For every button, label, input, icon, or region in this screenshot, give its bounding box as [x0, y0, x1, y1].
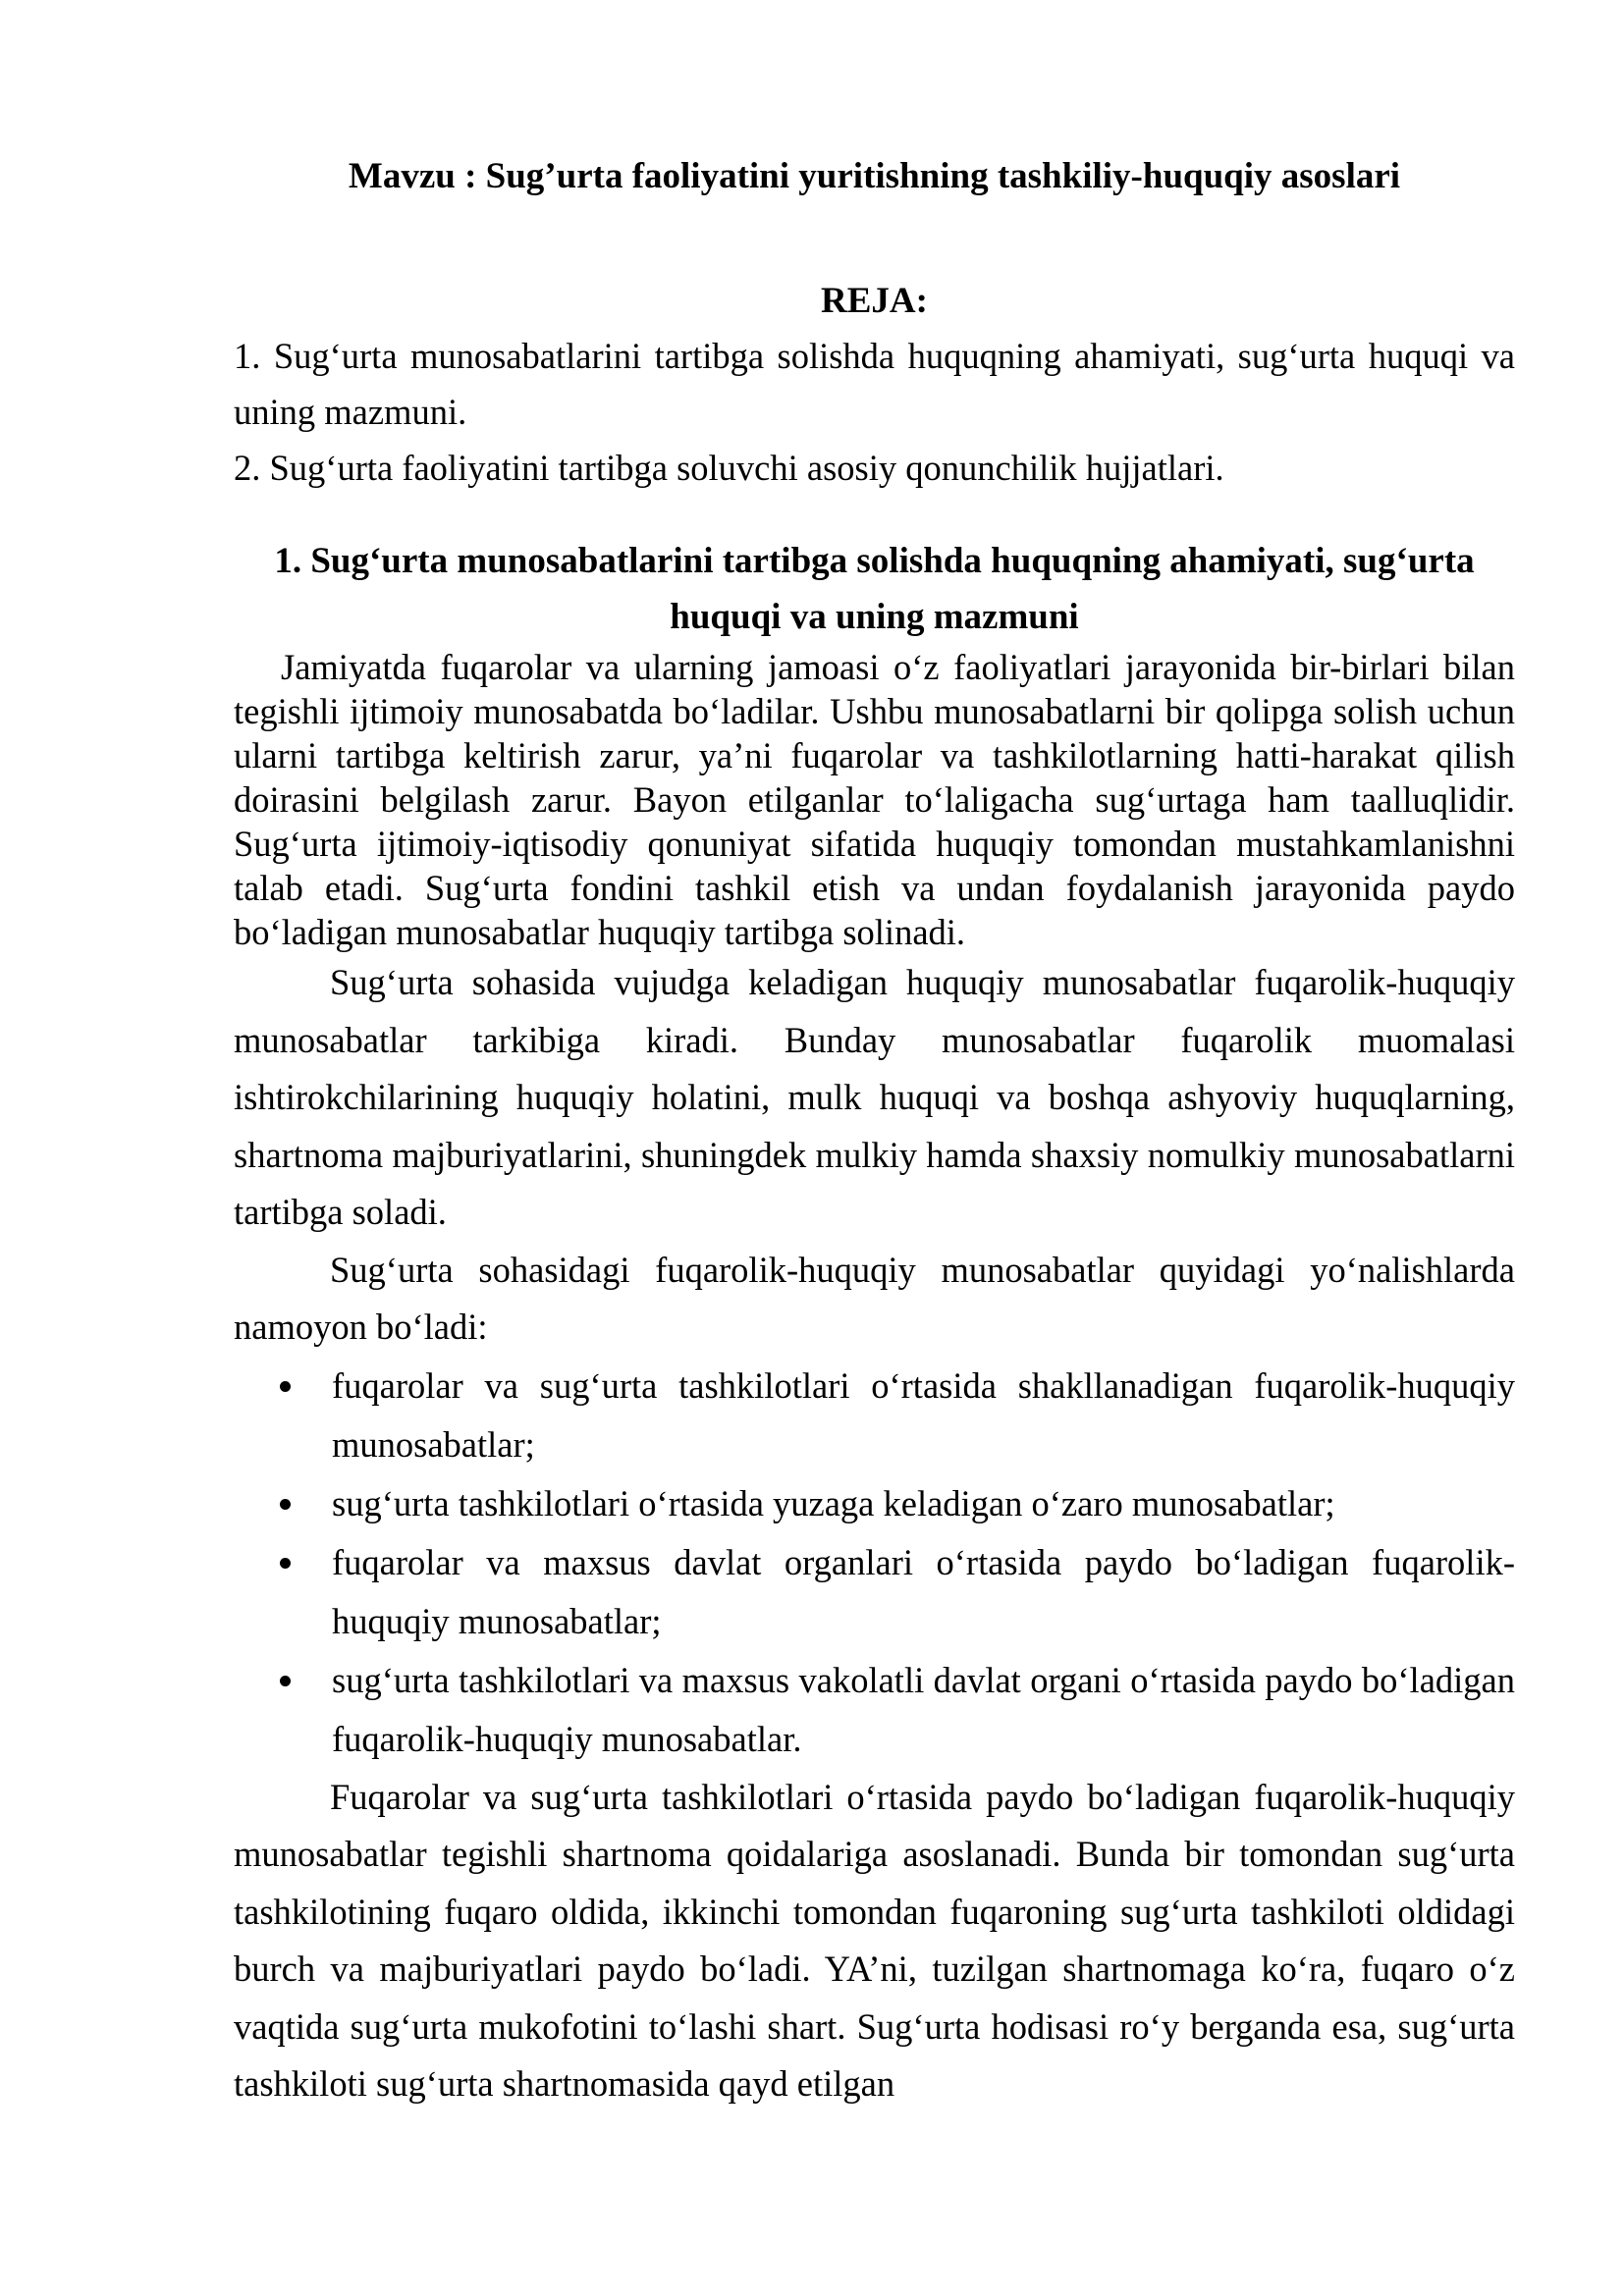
bullet-item	[332, 1474, 1515, 1533]
document-body	[234, 147, 1515, 2113]
bullet-item	[332, 1357, 1515, 1474]
bullet-dot-icon	[280, 1676, 291, 1686]
bullet-item	[332, 1533, 1515, 1651]
bullet-dot-icon	[280, 1381, 291, 1392]
plan-item: 2. Sug‘urta faoliyatini tartibga soluvchi asosiy qonunchilik hujjatlari.	[234, 448, 1224, 488]
bullet-dot-icon	[280, 1499, 291, 1510]
paragraph: Jamiyatda fuqarolar va ularning jamoasi o‘z faoliyatlari jarayonida bir-birlari bilan tegishli ijtimoiy munosabatda bo‘ladilar. Ushbu munosabatlarni bir qolipga solish uchun ularni tartibga keltirish zarur, ya’ni fuqarolar va tashkilotlarning hatti-harakat qilish doirasini belgilash zarur. Bayon etilganlar to‘laligacha sug‘urtaga ham taalluqlidir. Sug‘urta ijtimoiy-iqtisodiy qonuniyat sifatida huquqiy tomondan mustahkamlanishni talab etadi. Sug‘urta fondini tashkil etish va undan foydalanish jarayonida paydo bo‘ladigan munosabatlar huquqiy tartibga solinadi.	[234, 647, 1515, 952]
bullet-list	[234, 1357, 1515, 1769]
paragraph: Sug‘urta sohasidagi fuqarolik-huquqiy munosabatlar quyidagi yo‘nalishlarda namoyon bo‘ladi:	[234, 1249, 1515, 1347]
bullet-text: fuqarolar va maxsus davlat organlari o‘rtasida paydo bo‘ladigan fuqarolik-huquqiy munosabatlar;	[332, 1541, 1515, 1641]
bullet-item	[332, 1651, 1515, 1769]
topic-title: Mavzu : Sug’urta faoliyatini yuritishning tashkiliy-huquqiy asoslari	[348, 156, 1401, 196]
bullet-dot-icon	[280, 1558, 291, 1569]
bullet-text: fuqarolar va sug‘urta tashkilotlari o‘rtasida shakllanadigan fuqarolik-huquqiy munosabatlar;	[332, 1364, 1515, 1465]
section-heading: 1. Sug‘urta munosabatlarini tartibga solishda huquqning ahamiyati, sug‘urta huquqi va uning mazmuni	[274, 541, 1475, 637]
paragraph: Fuqarolar va sug‘urta tashkilotlari o‘rtasida paydo bo‘ladigan fuqarolik-huquqiy munosabatlar tegishli shartnoma qoidalariga asoslanadi. Bunda bir tomondan sug‘urta tashkilotining fuqaro oldida, ikkinchi tomondan fuqaroning sug‘urta tashkiloti oldidagi burch va majburiyatlari paydo bo‘ladi. YA’ni, tuzilgan shartnomaga ko‘ra, fuqaro o‘z vaqtida sug‘urta mukofotini to‘lashi shart. Sug‘urta hodisasi ro‘y berganda esa, sug‘urta tashkiloti sug‘urta shartnomasida qayd etilgan	[234, 1776, 1515, 2104]
bullet-text: sug‘urta tashkilotlari o‘rtasida yuzaga keladigan o‘zaro munosabatlar;	[332, 1482, 1335, 1523]
paragraph: Sug‘urta sohasida vujudga keladigan huquqiy munosabatlar fuqarolik-huquqiy munosabatlar tarkibiga kiradi. Bunday munosabatlar fuqarolik muomalasi ishtirokchilarining huquqiy holatini, mulk huquqi va boshqa ashyoviy huquqlarning, shartnoma majburiyatlarini, shuningdek mulkiy hamda shaxsiy nomulkiy munosabatlarni tartibga soladi.	[234, 962, 1515, 1232]
plan-item: 1. Sug‘urta munosabatlarini tartibga solishda huquqning ahamiyati, sug‘urta huquqi va uning mazmuni.	[234, 336, 1515, 432]
plan-title: REJA:	[821, 281, 928, 321]
bullet-text: sug‘urta tashkilotlari va maxsus vakolatli davlat organi o‘rtasida paydo bo‘ladigan fuqarolik-huquqiy munosabatlar.	[332, 1659, 1515, 1759]
